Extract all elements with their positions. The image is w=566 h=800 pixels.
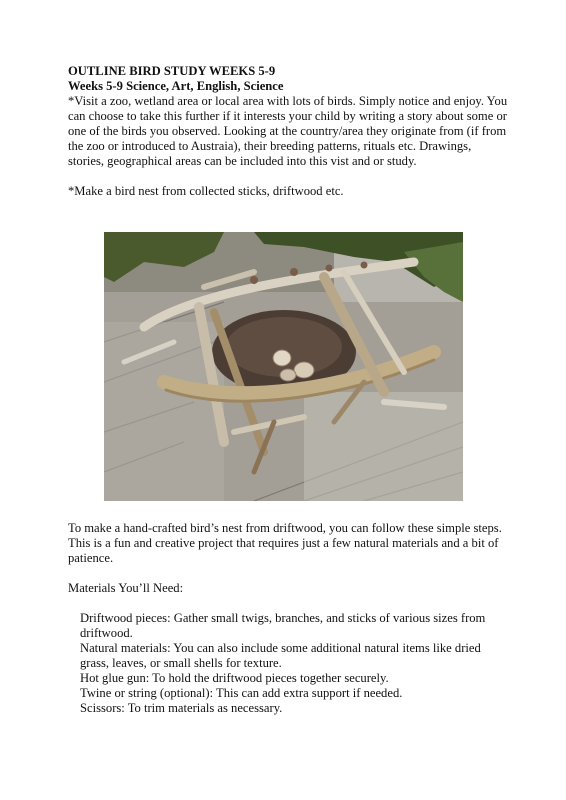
- materials-list: [68, 611, 508, 641]
- visit-paragraph: *Visit a zoo, wetland area or local area with lots of birds. Simply notice and enjoy. You can choose to take this further if it interests your child by writing a story about some or one of the birds you observed. Looking at the country/area they originate from (if from the zoo or introduced to Austraia), their breeding patterns, rituals etc. Drawings, stories, geographical areas can be included into this vist and or study.: [68, 94, 508, 168]
- instructions-block: [68, 521, 508, 716]
- page-subtitle: Weeks 5-9 Science, Art, English, Science: [68, 79, 284, 93]
- materials-list-item: [68, 701, 508, 716]
- nest-photo: [104, 232, 463, 501]
- page-title: OUTLINE BIRD STUDY WEEKS 5-9: [68, 64, 276, 78]
- list-item: Driftwood pieces: Gather small twigs, branches, and sticks of various sizes from driftwood.: [80, 611, 486, 640]
- list-item: Hot glue gun: To hold the driftwood pieces together securely.: [80, 671, 389, 685]
- list-item: Natural materials: You can also include some additional natural items like dried grass, leaves, or small shells for texture.: [80, 641, 481, 670]
- materials-list-item: [68, 671, 508, 686]
- list-item: Scissors: To trim materials as necessary.: [80, 701, 283, 715]
- header-block: [68, 64, 508, 199]
- nest-paragraph: *Make a bird nest from collected sticks, driftwood etc.: [68, 184, 344, 198]
- materials-list-item: [68, 686, 508, 701]
- materials-list-item: [68, 641, 508, 671]
- instructions-intro: To make a hand-crafted bird’s nest from driftwood, you can follow these simple steps. This is a fun and creative project that requires just a few natural materials and a bit of patience.: [68, 521, 502, 565]
- materials-heading: Materials You’ll Need:: [68, 581, 184, 595]
- list-item: Twine or string (optional): This can add extra support if needed.: [80, 686, 403, 700]
